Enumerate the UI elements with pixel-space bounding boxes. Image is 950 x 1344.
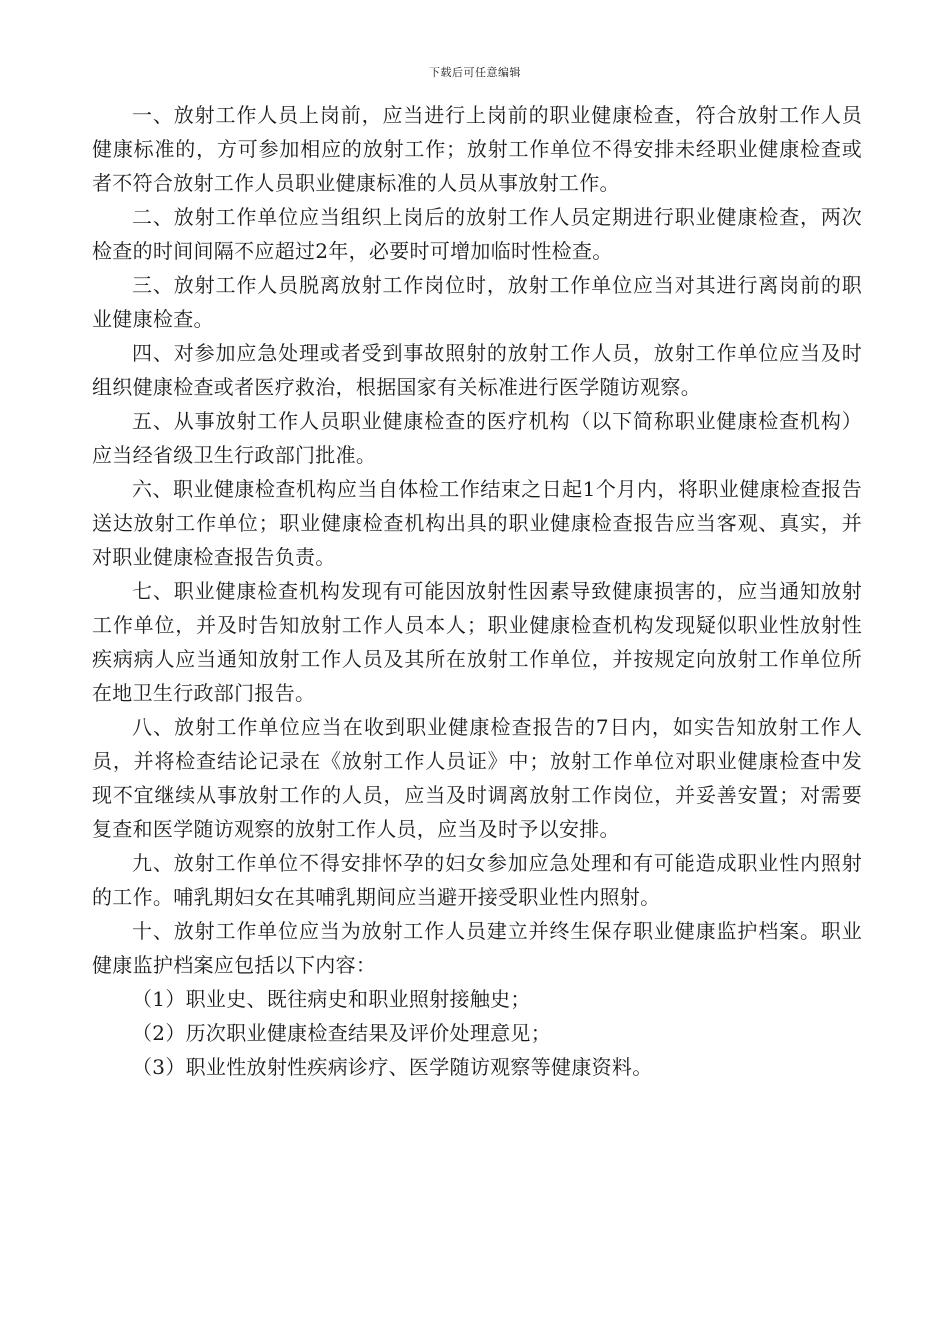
paragraph-9: 九、放射工作单位不得安排怀孕的妇女参加应急处理和有可能造成职业性内照射的工作。哺乳期妇女在其哺乳期间应当避开接受职业性内照射。 <box>92 851 862 909</box>
paragraph-1: 一、放射工作人员上岗前，应当进行上岗前的职业健康检查，符合放射工作人员健康标准的，方可参加相应的放射工作；放射工作单位不得安排未经职业健康检查或者不符合放射工作人员职业健康标准的人员从事放射工作。 <box>92 103 862 195</box>
paragraph-5: 五、从事放射工作人员职业健康检查的医疗机构（以下简称职业健康检查机构）应当经省级卫生行政部门批准。 <box>92 409 862 467</box>
paragraph-10: 十、放射工作单位应当为放射工作人员建立并终生保存职业健康监护档案。职业健康监护档案应包括以下内容： <box>92 919 862 977</box>
list-item-3: （3）职业性放射性疾病诊疗、医学随访观察等健康资料。 <box>132 1055 653 1079</box>
page-header: 下载后可任意编辑 <box>429 66 521 79</box>
paragraph-7: 七、职业健康检查机构发现有可能因放射性因素导致健康损害的，应当通知放射工作单位，并及时告知放射工作人员本人；职业健康检查机构发现疑似职业性放射性疾病病人应当通知放射工作人员及其所在放射工作单位，并按规定向放射工作单位所在地卫生行政部门报告。 <box>92 579 862 705</box>
paragraph-8: 八、放射工作单位应当在收到职业健康检查报告的7日内，如实告知放射工作人员，并将检查结论记录在《放射工作人员证》中；放射工作单位对职业健康检查中发现不宜继续从事放射工作的人员，应当及时调离放射工作岗位，并妥善安置；对需要复查和医学随访观察的放射工作人员，应当及时予以安排。 <box>92 715 862 841</box>
paragraph-6: 六、职业健康检查机构应当自体检工作结束之日起1个月内，将职业健康检查报告送达放射工作单位；职业健康检查机构出具的职业健康检查报告应当客观、真实，并对职业健康检查报告负责。 <box>92 477 862 569</box>
paragraph-4: 四、对参加应急处理或者受到事故照射的放射工作人员，放射工作单位应当及时组织健康检查或者医疗救治，根据国家有关标准进行医学随访观察。 <box>92 341 862 399</box>
paragraph-3: 三、放射工作人员脱离放射工作岗位时，放射工作单位应当对其进行离岗前的职业健康检查。 <box>92 273 862 331</box>
list-item-2: （2）历次职业健康检查结果及评价处理意见； <box>132 1021 552 1045</box>
document-body <box>92 98 862 1084</box>
paragraph-2: 二、放射工作单位应当组织上岗后的放射工作人员定期进行职业健康检查，两次检查的时间间隔不应超过2年，必要时可增加临时性检查。 <box>92 205 862 263</box>
list-item-1: （1）职业史、既往病史和职业照射接触史； <box>132 987 531 1011</box>
